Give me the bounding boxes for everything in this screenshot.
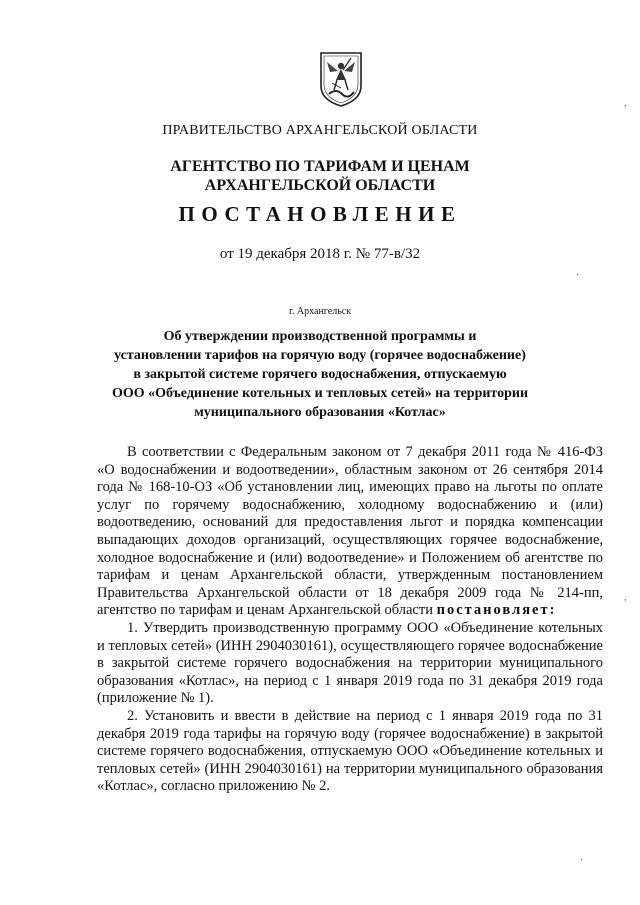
document-date-number: от 19 декабря 2018 г. № 77-в/32 xyxy=(219,246,421,262)
subject-line: ООО «Объединение котельных и тепловых сетей» на территории xyxy=(111,386,529,401)
subject-line: в закрытой системе горячего водоснабжения, отпускаемую xyxy=(133,367,507,382)
agency-name-line2: АРХАНГЕЛЬСКОЙ ОБЛАСТИ xyxy=(204,177,436,194)
government-name: ПРАВИТЕЛЬСТВО АРХАНГЕЛЬСКОЙ ОБЛАСТИ xyxy=(162,123,478,138)
scan-mark: , xyxy=(624,98,627,109)
scan-mark: · xyxy=(576,270,580,281)
subject-line: Об утверждении производственной программы и xyxy=(163,329,477,344)
scan-mark: , xyxy=(624,592,627,603)
document-type-title: ПОСТАНОВЛЕНИЕ xyxy=(178,202,462,226)
coat-of-arms-archangel-icon xyxy=(318,50,364,108)
preamble-text: В соответствии с Федеральным законом от 7 декабря 2011 года № 416-ФЗ «О водоснабжении и водоотведении», областным законом от 26 сентября 2014 года № 168-10-ОЗ «Об установлении лиц, имеющих право на льготы по оплате услуг по горячему водоснабжению, холодному водоснабжению и (или) водоотведению, оснований для предоставления льгот и порядка компенсации выпадающих доходов организаций, осуществляющих горячее водоснабжение, холодное водоснабжение и (или) водоотведение» и Положением об агентстве по тарифам и ценам Архангельской области, утвержденным постановлением Правительства Архангельской области от 18 декабря 2009 года № 214-пп, агентство по тарифам и ценам Архангельской области xyxy=(97,444,603,619)
subject-line: установлении тарифов на горячую воду (горячее водоснабжение) xyxy=(114,348,526,363)
agency-name-line1: АГЕНТСТВО ПО ТАРИФАМ И ЦЕНАМ xyxy=(170,158,470,175)
item-1-paragraph: 1. Утвердить производственную программу ООО «Объединение котельных и тепловых сетей» (ИНН 2904030161), осуществляющего горячее водоснабжение в закрытой системе горячего водоснабжения на территории муниципального образования «Котлас», на период с 1 января 2019 года по 31 декабря 2019 года (приложение № 1). xyxy=(97,619,603,707)
scan-mark: · xyxy=(580,855,584,866)
agency-name xyxy=(0,157,640,195)
subject-line: муниципального образования «Котлас» xyxy=(194,405,446,420)
document-body xyxy=(97,444,603,796)
preamble-paragraph xyxy=(97,444,603,620)
document-city: г. Архангельск xyxy=(288,306,352,317)
resolves-word: постановляет: xyxy=(436,602,557,619)
document-subject xyxy=(0,327,640,422)
item-2-paragraph: 2. Установить и ввести в действие на период с 1 января 2019 года по 31 декабря 2019 года тарифы на горячую воду (горячее водоснабжение) в закрытой системе горячего водоснабжения, отпускаемую ООО «Объединение котельных и тепловых сетей» (ИНН 2904030161) на территории муниципального образования «Котлас», согласно приложению № 2. xyxy=(97,707,603,795)
